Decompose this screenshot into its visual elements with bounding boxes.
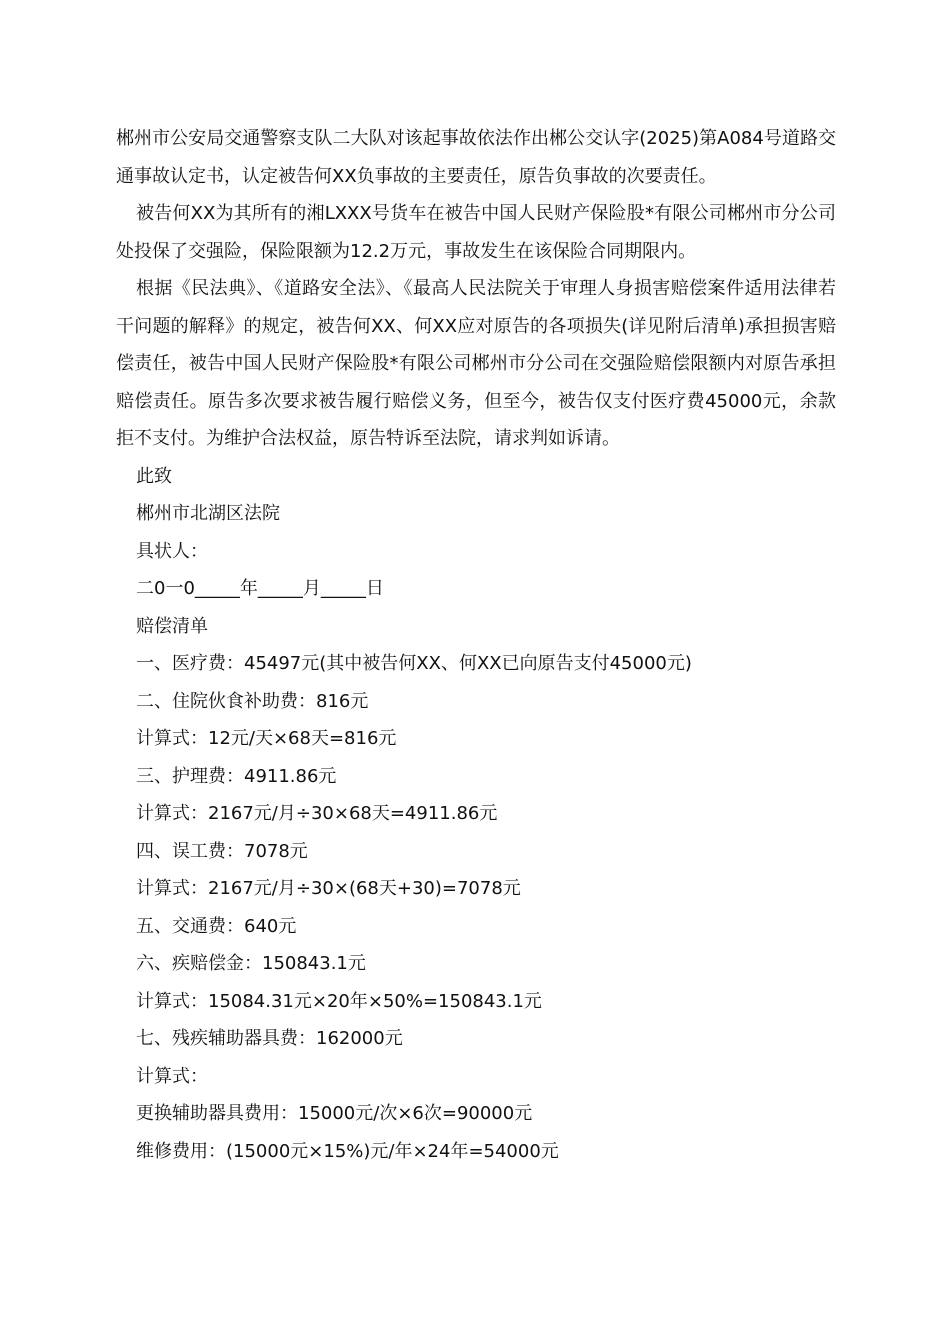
list-formula-nursing: 计算式：2167元/月÷30×68天=4911.86元 <box>136 803 498 824</box>
list-item-transport: 五、交通费：640元 <box>136 915 297 937</box>
salutation: 此致 <box>136 465 172 487</box>
signer-label: 具状人： <box>136 540 208 562</box>
date-line: 二0一0_____年_____月_____日 <box>136 578 384 599</box>
list-formula-maintenance: 维修费用：(15000元×15%)元/年×24年=54000元 <box>136 1140 559 1162</box>
list-item-lost-wages: 四、误工费：7078元 <box>136 840 308 862</box>
paragraph-insurance: 被告何XX为其所有的湘LXXX号货车在被告中国人民财产保险股*有限公司郴州市分公司处投保了交强险，保险限额为12.2万元，事故发生在该保险合同期限内。 <box>116 203 836 262</box>
paragraph-accident-determination: 郴州市公安局交通警察支队二大队对该起事故依法作出郴公交认字(2025)第A084号道路交通事故认定书，认定被告何XX负事故的主要责任，原告负事故的次要责任。 <box>116 128 836 187</box>
list-formula-meal-subsidy: 计算式：12元/天×68天=816元 <box>136 728 397 749</box>
document-body <box>116 120 836 1170</box>
list-formula-replacement: 更换辅助器具费用：15000元/次×6次=90000元 <box>136 1103 533 1124</box>
list-item-medical: 一、医疗费：45497元(其中被告何XX、何XX已向原告支付45000元) <box>136 653 692 674</box>
list-item-meal-subsidy: 二、住院伙食补助费：816元 <box>136 690 369 712</box>
list-item-nursing: 三、护理费：4911.86元 <box>136 765 337 787</box>
list-formula-lost-wages: 计算式：2167元/月÷30×(68天+30)=7078元 <box>136 878 521 899</box>
compensation-list-title: 赔偿清单 <box>136 615 208 637</box>
paragraph-legal-basis: 根据《民法典》、《道路安全法》、《最高人民法院关于审理人身损害赔偿案件适用法律若干问题的解释》的规定，被告何XX、何XX应对原告的各项损失(详见附后清单)承担损害赔偿责任，被告中国人民财产保险股*有限公司郴州市分公司在交强险赔偿限额内对原告承担赔偿责任。原告多次要求被告履行赔偿义务，但至今，被告仅支付医疗费45000元，余款拒不支付。为维护合法权益，原告特诉至法院，请求判如诉请。 <box>116 278 836 449</box>
list-formula-disability-compensation: 计算式：15084.31元×20年×50%=150843.1元 <box>136 990 542 1012</box>
list-formula-label: 计算式： <box>136 1065 208 1087</box>
list-item-disability-compensation: 六、疾赔偿金：150843.1元 <box>136 953 366 974</box>
court-name: 郴州市北湖区法院 <box>136 503 280 524</box>
list-item-assistive-devices: 七、残疾辅助器具费：162000元 <box>136 1028 403 1049</box>
